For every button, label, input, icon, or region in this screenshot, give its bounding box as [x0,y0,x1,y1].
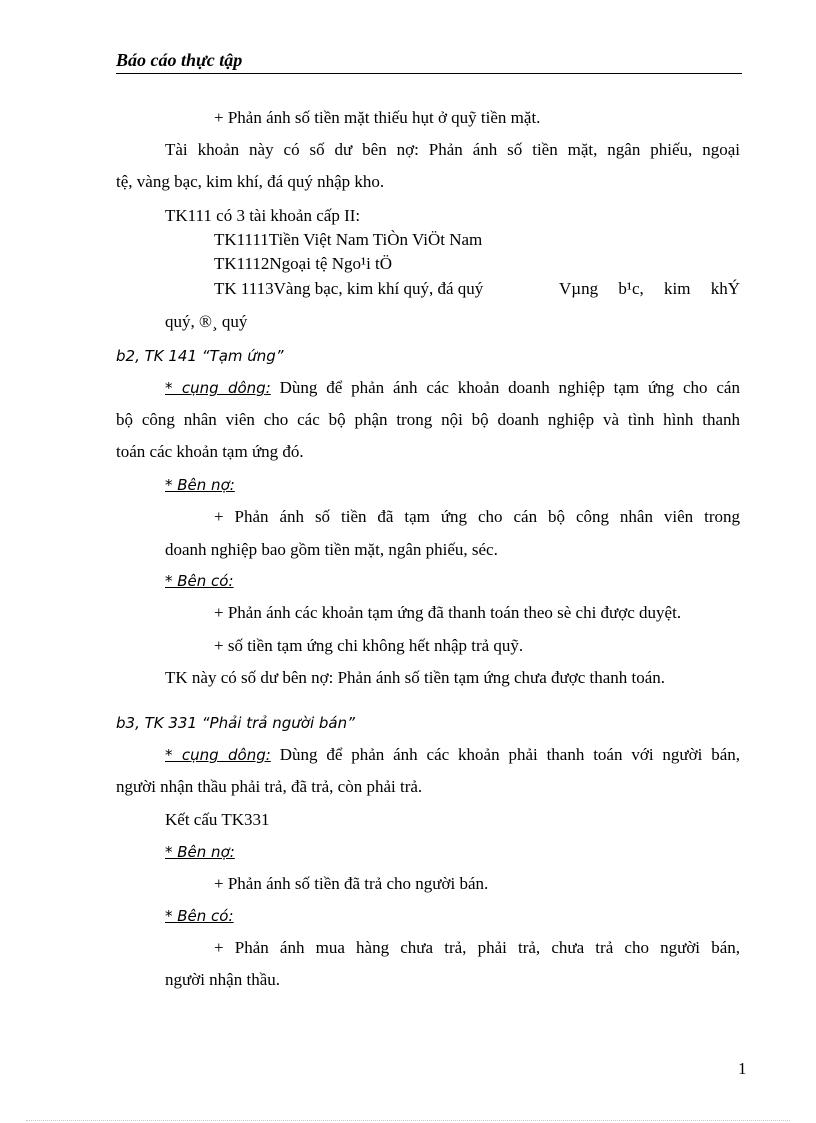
page-bottom-border [26,1120,790,1121]
paragraph-line: người nhận thầu. [165,970,280,989]
section-heading-tk141: b2, TK 141 “Tạm ứng” [116,347,284,365]
paragraph-line: + Phản ánh số tiền đã trả cho người bán. [214,874,489,893]
paragraph-line: + Phản ánh số tiền đã tạm ứng cho cán bộ công nhân viên trong [214,507,740,526]
paragraph-line: + Phản ánh các khoản tạm ứng đã thanh toán theo sè chi được duyệt. [214,603,682,622]
credit-label-text: * Bên có: [165,572,234,590]
page-number: 1 [738,1059,747,1078]
debit-label-text: * Bên nợ: [165,843,235,861]
account-line: TK 1113Vàng bạc, kim khí quý, đá quý [214,279,484,298]
paragraph-line: + Phản ánh mua hàng chưa trả, phải trả, chưa trả cho người bán, [214,938,740,957]
paragraph-line: TK111 có 3 tài khoản cấp II: [165,206,361,225]
usage-text: Dùng để phản ánh các khoản doanh nghiệp tạm ứng cho cán [270,378,740,397]
account-line: TK1111Tiền Việt Nam TiÒn ViÖt Nam [214,230,483,249]
paragraph-line: người nhận thầu phải trả, đã trả, còn phải trả. [116,777,423,796]
paragraph-line: + số tiền tạm ứng chi không hết nhập trả quỹ. [214,636,524,655]
paragraph-line: Tài khoản này có số dư bên nợ: Phản ánh số tiền mặt, ngân phiếu, ngoại [165,140,740,159]
debit-label [165,475,235,495]
header-rule [116,73,742,74]
usage-text: Dùng để phản ánh các khoản phải thanh toán với người bán, [270,745,740,764]
usage-label: * cụng dông: [165,379,271,397]
paragraph-line: quý, ®¸ quý [165,312,248,331]
paragraph-line: TK này có số dư bên nợ: Phản ánh số tiền tạm ứng chưa được thanh toán. [165,668,666,687]
paragraph-line [165,378,740,398]
debit-label [165,842,235,862]
paragraph-line [165,745,740,765]
paragraph-line: + Phản ánh số tiền mặt thiếu hụt ở quỹ tiền mặt. [214,108,541,127]
account-line-garbled: Vµng b¹c, kim khÝ [559,279,740,298]
page-header-title: Báo cáo thực tập [116,50,243,70]
paragraph-line: Kết cấu TK331 [165,810,270,829]
account-line: TK1112Ngoại tệ Ngo¹i tÖ [214,254,393,273]
debit-label-text: * Bên nợ: [165,476,235,494]
paragraph-line: bộ công nhân viên cho các bộ phận trong nội bộ doanh nghiệp và tình hình thanh [116,410,740,429]
paragraph-line: tệ, vàng bạc, kim khí, đá quý nhập kho. [116,172,385,191]
credit-label-text: * Bên có: [165,907,234,925]
paragraph-line: doanh nghiệp bao gồm tiền mặt, ngân phiếu, séc. [165,540,498,559]
paragraph-line: toán các khoản tạm ứng đó. [116,442,304,461]
credit-label [165,571,234,591]
credit-label [165,906,234,926]
section-heading-tk331: b3, TK 331 “Phải trả người bán” [116,714,355,732]
usage-label: * cụng dông: [165,746,271,764]
